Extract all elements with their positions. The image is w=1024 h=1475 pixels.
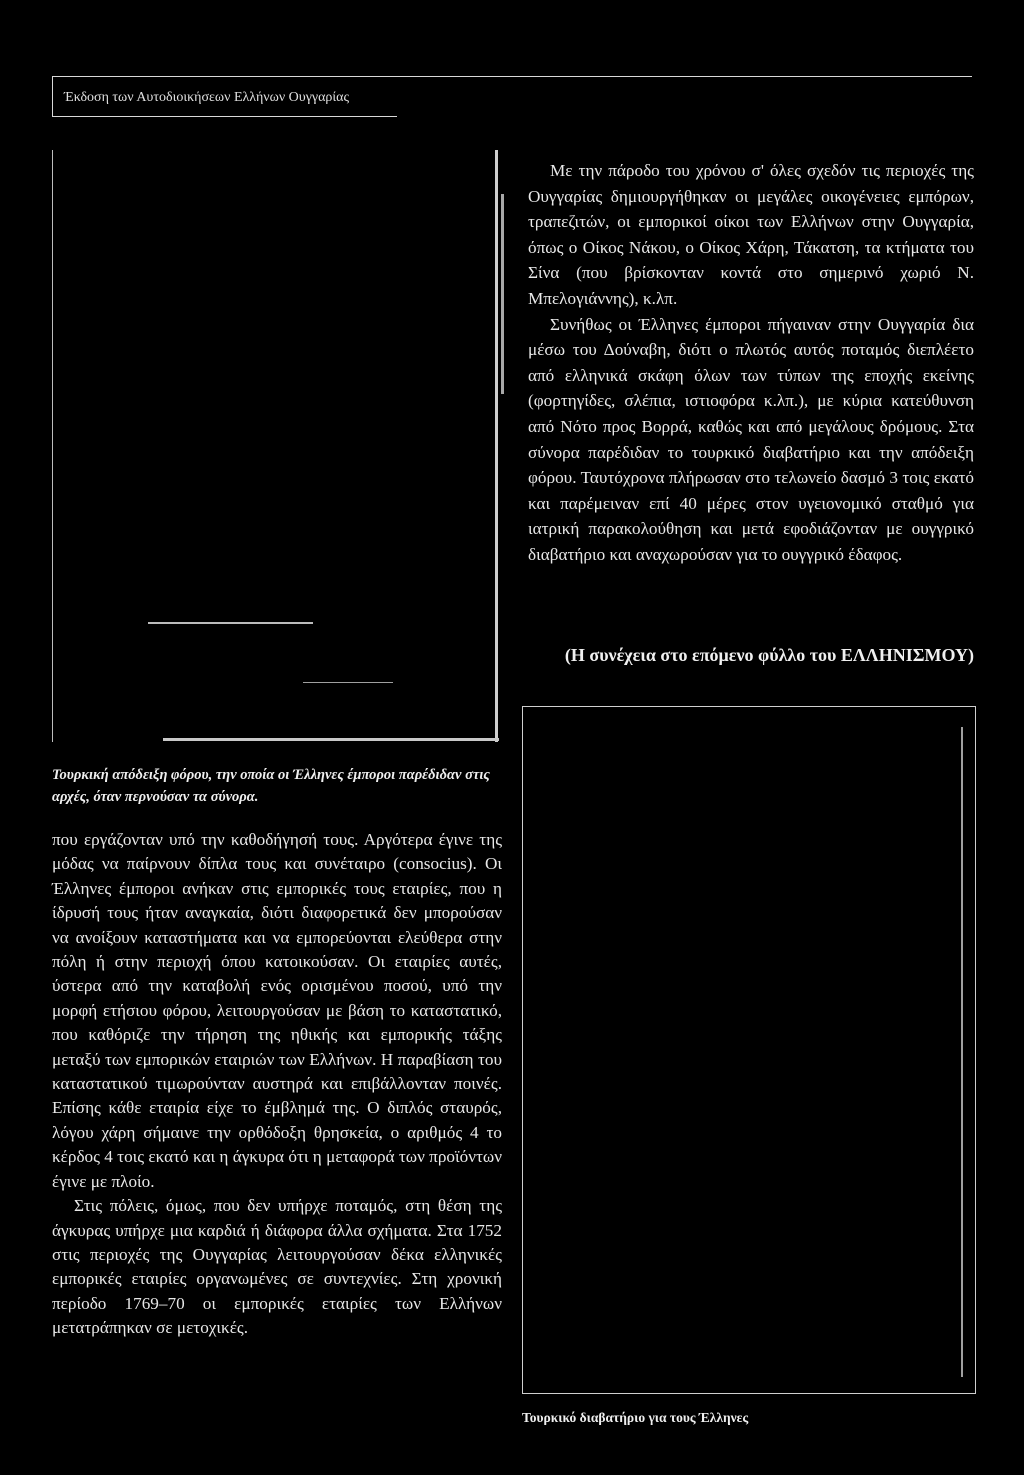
paragraph: Με την πάροδο του χρόνου σ' όλες σχεδόν τις περιοχές της Ουγγαρίας δημιουργήθηκαν οι μεγάλες οικογένειες εμπόρων, τραπεζιτών, οι εμπορικοί οίκοι των Ελλήνων στην Ουγγαρία, όπως ο Οίκος Νάκου, ο Οίκος Χάρη, Τάκατση, τα κτήματα του Σίνα (που βρίσκονταν κοντά στο σημερινό χωριό Ν. Μπελογιάννης), κ.λπ. xyxy=(528,161,974,308)
passport-photo xyxy=(522,706,976,1394)
photo-edge xyxy=(961,727,963,1377)
paragraph: που εργάζονταν υπό την καθοδήγησή τους. Αργότερα έγινε της μόδας να παίρνουν δίπλα τους και συνέταιρο (consocius). Οι Έλληνες έμποροι ανήκαν στις εμπορικές τους εταιρίες, που η ίδρυσή τους ήταν αναγκαία, διότι διαφορετικά δεν μπορούσαν να ανοίξουν καταστήματα και να εμπορεύονται ελεύθερα στην πόλη ή στην περιοχή όπου κατοικούσαν. Οι εταιρίες αυτές, ύστερα από την καταβολή ενός ορισμένου ποσού, υπό την μορφή ετήσιου φόρου, λειτουργούσαν με βάση το καταστατικό, που καθόριζε την τήρηση της ηθικής και εμπορικής τάξης μεταξύ των εμπορικών εταιριών των Ελλήνων. Η παραβίαση του καταστατικού τιμωρούνταν αυστηρά και επιβάλλονταν ποινές. Επίσης κάθε εταιρία είχε το έμβλημά της. Ο διπλός σταυρός, λόγου χάρη σήμαινε την ορθόδοξη θρησκεία, ο αριθμός 4 το κέρδος 4 τοις εκατό και η άγκυρα ότι η μεταφορά των προϊόντων έγινε με πλοίο. xyxy=(52,830,502,1191)
tax-receipt-photo xyxy=(52,150,498,742)
right-column xyxy=(528,158,974,568)
photo-mark xyxy=(303,682,393,683)
running-header: Έκδοση των Αυτοδιοικήσεων Ελλήνων Ουγγαρίας xyxy=(64,90,350,105)
continued-note: (Η συνέχεια στο επόμενο φύλλο του ΕΛΛΗΝΙΣΜΟΥ) xyxy=(564,645,974,665)
left-column xyxy=(52,828,502,1341)
photo-caption-left: Τουρκική απόδειξη φόρου, την οποία οι Έλληνες έμποροι παρέδιδαν στις αρχές, όταν περνούσαν τα σύνορα. xyxy=(52,767,490,805)
photo-mark xyxy=(148,622,313,624)
photo-edge xyxy=(501,194,504,394)
photo-caption-right: Τουρκικό διαβατήριο για τους Έλληνες xyxy=(522,1410,749,1425)
photo-edge xyxy=(163,738,499,741)
paragraph: Συνήθως οι Έλληνες έμποροι πήγαιναν στην Ουγγαρία δια μέσω του Δούναβη, διότι ο πλωτός αυτός ποταμός διεπλέετο από ελληνικά σκάφη όλων των τύπων της εποχής εκείνης (φορτηγίδες, σλέπια, ιστιοφόρα κ.λπ.), με κύρια κατεύθυνση από Νότο προς Βορρά, καθώς και από μεγάλους δρόμους. Στα σύνορα παρέδιδαν το τουρκικό διαβατήριο και την απόδειξη φόρου. Ταυτόχρονα πλήρωσαν στο τελωνείο δασμό 3 τοις εκατό και παρέμειναν επί 40 μέρες στον υγειονομικό σταθμό για ιατρική παρακολούθηση και μετά εφοδιάζονταν με ουγγρικό διαβατήριο και αναχωρούσαν για το ουγγρικό έδαφος. xyxy=(528,314,974,564)
paragraph: Στις πόλεις, όμως, που δεν υπήρχε ποταμός, στη θέση της άγκυρας υπήρχε μια καρδιά ή διάφορα άλλα σχήματα. Στα 1752 στις περιοχές της Ουγγαρίας λειτουργούσαν δέκα ελληνικές εμπορικές εταιρίες οργανωμένες σε συντεχνίες. Στη χρονική περίοδο 1769–70 οι εμπορικές εταιρίες των Ελλήνων μετατράπηκαν σε μετοχικές. xyxy=(52,1196,502,1338)
